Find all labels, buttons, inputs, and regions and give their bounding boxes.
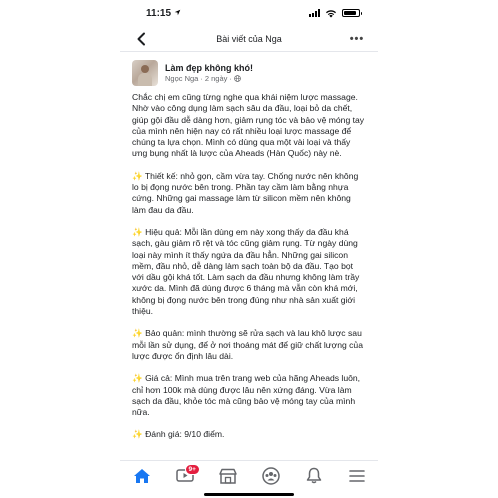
home-icon bbox=[133, 468, 151, 484]
battery-fill bbox=[344, 11, 356, 15]
globe-icon bbox=[234, 75, 241, 82]
phone-screen bbox=[120, 0, 378, 498]
hamburger-menu-icon bbox=[349, 469, 365, 483]
post-paragraph: ✨ Đánh giá: 9/10 điểm. bbox=[132, 429, 225, 440]
group-avatar[interactable] bbox=[132, 60, 158, 86]
tab-marketplace[interactable] bbox=[214, 464, 242, 488]
wifi-icon bbox=[325, 9, 337, 18]
tab-notifications[interactable] bbox=[300, 464, 328, 488]
post-paragraph: ✨ Hiệu quả: Mỗi lần dùng em này xong thấy da đầu khá sạch, gàu giảm rõ rệt và tóc cũng giảm rụng. Từ ngày dùng loại này mình ít thấy ngứa da đầu hẳn. Những gai silicon mềm, đầu nhỏ, dễ dàng làm sạch toàn bộ da đầu. Tạo bọt với dầu gội khá tốt. Làm sạch da đầu nhưng không làm trầy xước da. Mình đã dùng được 6 tháng mà vẫn còn khá mới, không bị đọng nước bên trong đúng như nhà sản xuất giới thiệu. bbox=[132, 226, 360, 317]
post-body bbox=[120, 92, 378, 441]
post-header-text bbox=[165, 63, 253, 84]
status-time bbox=[146, 8, 181, 19]
marketplace-icon bbox=[219, 468, 237, 484]
top-navigation-bar bbox=[120, 26, 378, 52]
bottom-tab-bar bbox=[120, 460, 378, 490]
tab-home[interactable] bbox=[128, 464, 156, 488]
sparkles-icon: ✨ bbox=[132, 429, 143, 440]
chevron-left-icon bbox=[136, 32, 146, 46]
post-paragraph: ✨ Bảo quản: mình thường sẽ rửa sạch và lau khô lược sau mỗi lần sử dụng, để ở nơi thoáng mát để giữ chất lượng của lược được ổn định lâu dài. bbox=[132, 328, 363, 361]
more-options-button[interactable]: ••• bbox=[349, 32, 365, 45]
post-time[interactable]: 2 ngày bbox=[204, 73, 228, 83]
status-bar bbox=[120, 0, 378, 26]
sparkles-icon: ✨ bbox=[132, 170, 143, 181]
battery-icon bbox=[342, 9, 360, 17]
meta-separator: · bbox=[229, 73, 232, 83]
post-meta bbox=[165, 74, 253, 84]
tab-menu[interactable] bbox=[343, 464, 371, 488]
back-button[interactable] bbox=[130, 28, 152, 50]
post-header bbox=[120, 52, 378, 92]
location-arrow-icon bbox=[174, 9, 181, 18]
post-paragraph: Chắc chị em cũng từng nghe qua khái niệm lược massage. Nhờ vào công dụng làm sạch sâu da đầu, loại bỏ da chết, giúp gội đầu dễ dàng hơn, giảm rụng tóc và bảo vệ móng tay của mình nên hiện nay có rất nhiều loại lược massage để chúng ta lựa chọn. Mình có dùng qua một vài loại và thấy ưng bụng nhất là lược của Aheads (Hàn Quốc) này nè. bbox=[132, 92, 365, 159]
groups-icon bbox=[262, 467, 280, 485]
post-paragraph: ✨ Giá cả: Mình mua trên trang web của hãng Aheads luôn, chỉ hơn 100k mà dùng được lâu nên xứng đáng. Vừa làm sạch da đầu, khỏe tóc mà cũng bảo vệ móng tay của mình nữa. bbox=[132, 373, 361, 418]
bell-icon bbox=[306, 467, 322, 484]
tab-video[interactable] bbox=[171, 464, 199, 488]
time-text: 11:15 bbox=[146, 7, 172, 19]
author-name-link[interactable]: Ngọc Nga bbox=[165, 73, 199, 83]
cellular-signal-icon bbox=[309, 9, 320, 17]
home-indicator bbox=[204, 493, 294, 496]
sparkles-icon: ✨ bbox=[132, 328, 143, 339]
tab-groups[interactable] bbox=[257, 464, 285, 488]
status-icons bbox=[309, 9, 360, 18]
video-notification-badge: 9+ bbox=[185, 464, 200, 475]
group-name-link[interactable]: Làm đẹp không khó! bbox=[165, 62, 254, 73]
meta-separator: · bbox=[200, 73, 203, 83]
sparkles-icon: ✨ bbox=[132, 373, 143, 384]
post-paragraph: ✨ Thiết kế: nhỏ gọn, cầm vừa tay. Chống nước nên không lo bị đọng nước bên trong. Phần tay cầm làm bằng nhựa cứng. Những gai massage làm từ silicon mềm nên không làm đau da đầu. bbox=[132, 170, 359, 215]
sparkles-icon: ✨ bbox=[132, 226, 143, 237]
page-title: Bài viết của Nga bbox=[216, 33, 282, 44]
